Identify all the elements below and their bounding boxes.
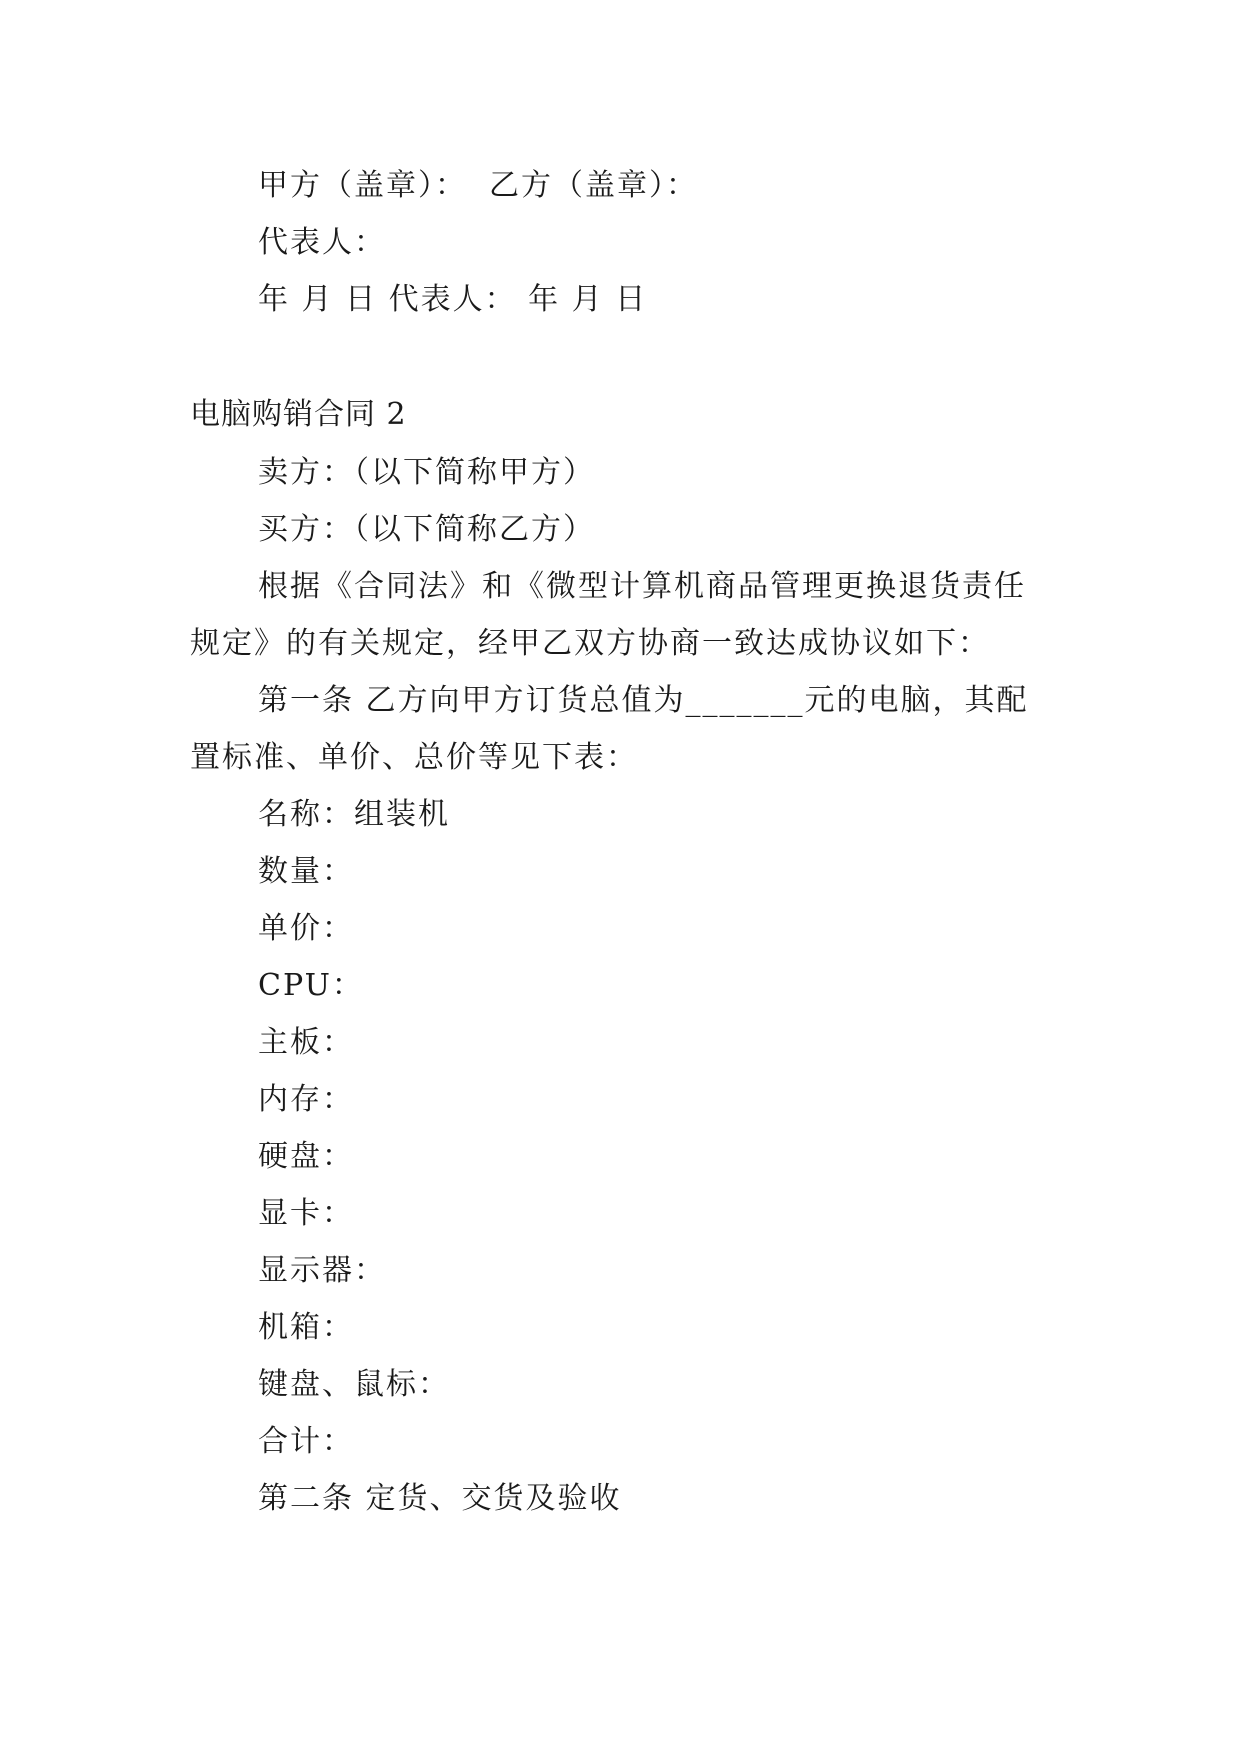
intro-paragraph-line-2: 规定》的有关规定，经甲乙双方协商一致达成协议如下：	[190, 626, 990, 661]
spec-item-cpu: CPU：	[258, 968, 364, 1003]
spec-item-unit-price: 单价：	[258, 911, 354, 946]
article-1-line-1: 第一条 乙方向甲方订货总值为_______元的电脑，其配	[258, 683, 1029, 718]
spec-item-name: 名称：组装机	[258, 797, 450, 832]
seller-line: 卖方：（以下简称甲方）	[258, 455, 595, 490]
spec-item-monitor: 显示器：	[258, 1253, 386, 1288]
spec-item-total: 合计：	[258, 1424, 354, 1459]
buyer-line: 买方：（以下简称乙方）	[258, 512, 595, 547]
spec-item-hard-disk: 硬盘：	[258, 1139, 354, 1174]
party-a-seal: 甲方（盖章）：	[258, 168, 467, 203]
spec-item-graphics-card: 显卡：	[258, 1196, 354, 1231]
spec-item-motherboard: 主板：	[258, 1025, 354, 1060]
signature-seal-line	[258, 166, 698, 206]
spec-item-case: 机箱：	[258, 1310, 354, 1345]
article-2-heading: 第二条 定货、交货及验收	[258, 1481, 622, 1516]
party-b-seal: 乙方（盖章）：	[489, 168, 698, 203]
contract-title: 电脑购销合同 2	[190, 397, 407, 432]
spec-item-keyboard-mouse: 键盘、鼠标：	[258, 1367, 450, 1402]
intro-paragraph-line-1: 根据《合同法》和《微型计算机商品管理更换退货责任	[258, 569, 1026, 604]
article-1-line-2: 置标准、单价、总价等见下表：	[190, 740, 638, 775]
spec-item-quantity: 数量：	[258, 854, 354, 889]
date-representative-line: 年 月 日 代表人： 年 月 日	[258, 282, 648, 317]
spec-item-memory: 内存：	[258, 1082, 354, 1117]
representative-line: 代表人：	[258, 225, 386, 260]
